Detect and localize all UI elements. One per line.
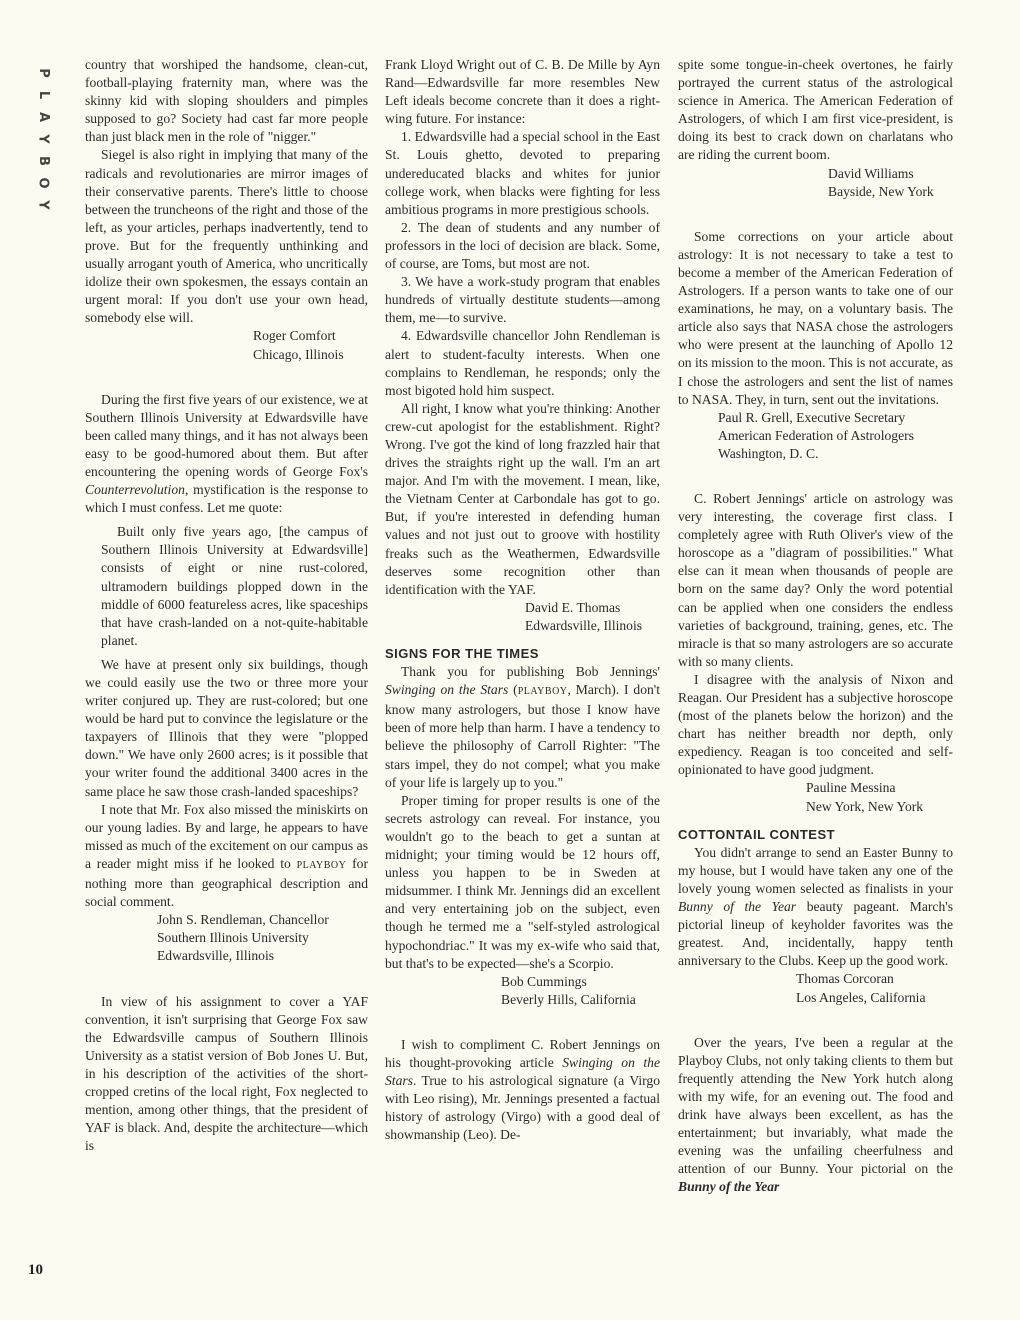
- letter-paragraph: 2. The dean of students and any number of professors in the loci of decision are black. Some, of course, are Toms, but most are not.: [385, 219, 660, 272]
- letter-signature: [385, 973, 660, 1009]
- letter-paragraph: country that worshiped the handsome, clean-cut, football-playing fraternity man, where was the skinny kid with sloping shoulders and pimples supposed to go? Society had cast far more people than just black men in the role of "nigger.": [85, 57, 368, 145]
- letter-signature: [678, 970, 953, 1006]
- signature-place: Washington, D. C.: [718, 445, 819, 461]
- logo-letter: P: [36, 68, 51, 78]
- letter-paragraph: 4. Edwardsville chancellor John Rendleman is alert to student-faculty interests. When one complains to Rendleman, he responds; only the most bigoted hold him suspect.: [385, 328, 660, 398]
- signature-name: John S. Rendleman, Chancellor: [157, 912, 329, 928]
- letter-signature: [85, 327, 368, 363]
- signature-place: Beverly Hills, California: [501, 991, 636, 1007]
- signature-name: Thomas Corcoran: [796, 971, 894, 987]
- signature-place: Edwardsville, Illinois: [525, 617, 643, 633]
- letter-paragraph: I wish to compliment C. Robert Jennings on his thought-provoking article Swinging on the Stars. True to his astrological signature (a Virgo with Leo rising), Mr. Jennings presented a factual history of astrology (Virgo) with a good deal of showmanship (Leo). De-: [385, 1036, 660, 1143]
- letter-paragraph: 3. We have a work-study program that enables hundreds of virtually destitute students—among them, me—to survive.: [385, 274, 660, 326]
- signature-place: New York, New York: [806, 798, 924, 814]
- logo-letter: L: [35, 90, 51, 100]
- letter-paragraph: All right, I know what you're thinking: Another crew-cut apologist for the establishment. Right? Wrong. I've got the kind of long frazzled hair that drives the straights right up the wall. I'm an art major. And I'm with the movement. I mean, like, the Vietnam Center at Carbondale has got to go. But, if you're interested in defending human values and not just out to groove with hostility freaks such as the Weathermen, Edwardsville deserves some recognition other than identification with the YAF.: [385, 400, 660, 597]
- signature-name: Paul R. Grell, Executive Secretary: [718, 409, 906, 425]
- signature-place: Bayside, New York: [828, 183, 934, 199]
- signature-name: Pauline Messina: [806, 780, 896, 796]
- letter-signature: [678, 409, 953, 463]
- column-2: [385, 56, 660, 1144]
- letter-paragraph: spite some tongue-in-cheek overtones, he fairly portrayed the current status of the astrological science in America. The American Federation of Astrologers, of which I am first vice-president, is doing its best to crack down on charlatans who are riding the current boom.: [678, 57, 953, 163]
- letter-paragraph: In view of his assignment to cover a YAF convention, it isn't surprising that George Fox saw the Edwardsville campus of Southern Illinois University as a statist version of Bob Jones U. But, in his description of the activities of the short-cropped cretins of the local right, Fox neglected to mention, among other things, that the president of YAF is black. And, despite the architecture—which is: [85, 993, 368, 1154]
- letter-paragraph: You didn't arrange to send an Easter Bunny to my house, but I would have taken any one of the lovely young women selected as finalists in your Bunny of the Year beauty pageant. March's pictorial lineup of keyholder favorites was the greatest. And, incidentally, happy tenth anniversary to the Clubs. Keep up the good work.: [678, 844, 953, 969]
- column-3: [678, 56, 953, 1196]
- letter-paragraph: 1. Edwardsville had a special school in the East St. Louis ghetto, devoted to preparing undereducated blacks and whites for junior college work, when blacks were fighting for less ambitious programs in more prestigious schools.: [385, 129, 660, 217]
- logo-letter: Y: [35, 134, 51, 144]
- signature-name: Roger Comfort: [253, 328, 336, 344]
- logo-letter: B: [35, 156, 51, 166]
- section-heading: SIGNS FOR THE TIMES: [385, 646, 539, 661]
- letter-signature: [85, 911, 368, 965]
- signature-place: Edwardsville, Illinois: [157, 948, 275, 964]
- letter-paragraph: C. Robert Jennings' article on astrology was very interesting, the coverage first class. I completely agree with Ruth Oliver's view of the horoscope as a "diagram of possibilities." What else can it mean when thousands of people are born on the same day? Only the word potential can be applied when one considers the endless varieties of background, training, genes, etc. The miracle is that so many astrologers are so accurate with so many clients.: [678, 490, 953, 669]
- block-quote: Built only five years ago, [the campus of Southern Illinois University at Edwardsville] consists of eight or nine rust-colored, ultramodern buildings plopped down in the middle of 6000 featureless acres, like spaceships that have crash-landed on a not-quite-habitable planet.: [101, 524, 368, 648]
- letter-signature: [678, 165, 953, 201]
- logo-letter: O: [36, 177, 51, 189]
- letter-signature: [385, 599, 660, 635]
- page-number: 10: [28, 1262, 43, 1278]
- column-1: [85, 56, 368, 1155]
- signature-name: David Williams: [828, 165, 914, 181]
- logo-letter: A: [36, 111, 51, 123]
- letter-paragraph: I disagree with the analysis of Nixon and Reagan. Our President has a subjective horoscope (most of the planets below the horizon) and the chart has neither breadth nor depth, only expediency. Reagan is too conceited and self-opinionated to have good judgment.: [678, 671, 953, 778]
- section-heading: COTTONTAIL CONTEST: [678, 826, 836, 842]
- letter-paragraph: I note that Mr. Fox also missed the miniskirts on our young ladies. By and large, he appears to have missed as much of the excitement on our campus as a reader might miss if he looked to PLAYBOY for nothing more than geographical description and social comment.: [85, 801, 369, 910]
- signature-name: David E. Thomas: [525, 599, 621, 615]
- letter-signature: [678, 779, 953, 815]
- letter-paragraph: Thank you for publishing Bob Jennings' Swinging on the Stars (PLAYBOY, March). I don't know many astrologers, but those I know have been of more help than harm. I have a tendency to believe the philosophy of Carroll Righter: "The stars impel, they do not compel; what you make of your life is largely up to you.": [385, 664, 661, 790]
- playboy-vertical-logo: [31, 62, 55, 216]
- letter-paragraph: We have at present only six buildings, though we could easily use the two or three more your writer conjured up. They are rust-colored; but one would be hard put to convince the legislature or the taxpayers of Illinois that they were "plopped down." We have only 2600 acres; is it possible that your writer found the additional 3400 acres in the same place he saw those crash-landed spaceships?: [85, 656, 368, 799]
- signature-place: Chicago, Illinois: [253, 346, 344, 362]
- letter-paragraph: Over the years, I've been a regular at the Playboy Clubs, not only taking clients to them but frequently attending the New York hutch along with my wife, for an evening out. The food and drink have always been excellent, as has the entertainment; but invariably, what made the evening was the unfailing cheerfulness and attention of our Bunny. Your pictorial on the Bunny of the Year: [678, 1034, 953, 1195]
- signature-place: Los Angeles, California: [796, 989, 926, 1005]
- signature-org: Southern Illinois University: [157, 930, 309, 946]
- signature-org: American Federation of Astrologers: [718, 427, 914, 443]
- signature-name: Bob Cummings: [501, 973, 587, 989]
- letter-paragraph: During the first five years of our existence, we at Southern Illinois University at Edwardsville have been called many things, and it has not always been easy to be good-humored about them. But after encountering the opening words of George Fox's Counterrevolution, mystification is the response to which I must confess. Let me quote:: [85, 391, 368, 516]
- letter-paragraph: Some corrections on your article about astrology: It is not necessary to take a test to become a member of the American Federation of Astrologers. If a person wants to take one of our examinations, he may, on a voluntary basis. The article also says that NASA chose the astrologers who were present at the launching of Apollo 12 on its mission to the moon. This is not accurate, as I chose the astrologers and sent the list of names to NASA. They, in turn, sent out the invitations.: [678, 228, 953, 407]
- letter-paragraph: Proper timing for proper results is one of the secrets astrology can reveal. For instance, you wouldn't go to the beach to get a suntan at midnight; your timing would be 12 hours off, unless you happen to be in Sweden at midsummer. I think Mr. Jennings did an excellent and very entertaining job on the subject, even though he termed me a "self-styled astrological hypochondriac." It was my ex-wife who said that, but that's to be expected—she's a Scorpio.: [385, 792, 660, 971]
- letter-paragraph: Frank Lloyd Wright out of C. B. De Mille by Ayn Rand—Edwardsville far more resembles New Left ideals become concrete than it does a right-wing future. For instance:: [385, 57, 660, 127]
- logo-letter: Y: [35, 200, 51, 210]
- letter-paragraph: Siegel is also right in implying that many of the radicals and revolutionaries are mirror images of their conservative parents. There's little to choose between the truncheons of the right and those of the left, as your articles, perhaps inadvertently, tend to prove. But for the frequently unthinking and usually arrogant youth of America, who uncritically idolize their own spokesmen, the essays contain an urgent moral: If you don't use your own head, somebody else will.: [85, 147, 368, 326]
